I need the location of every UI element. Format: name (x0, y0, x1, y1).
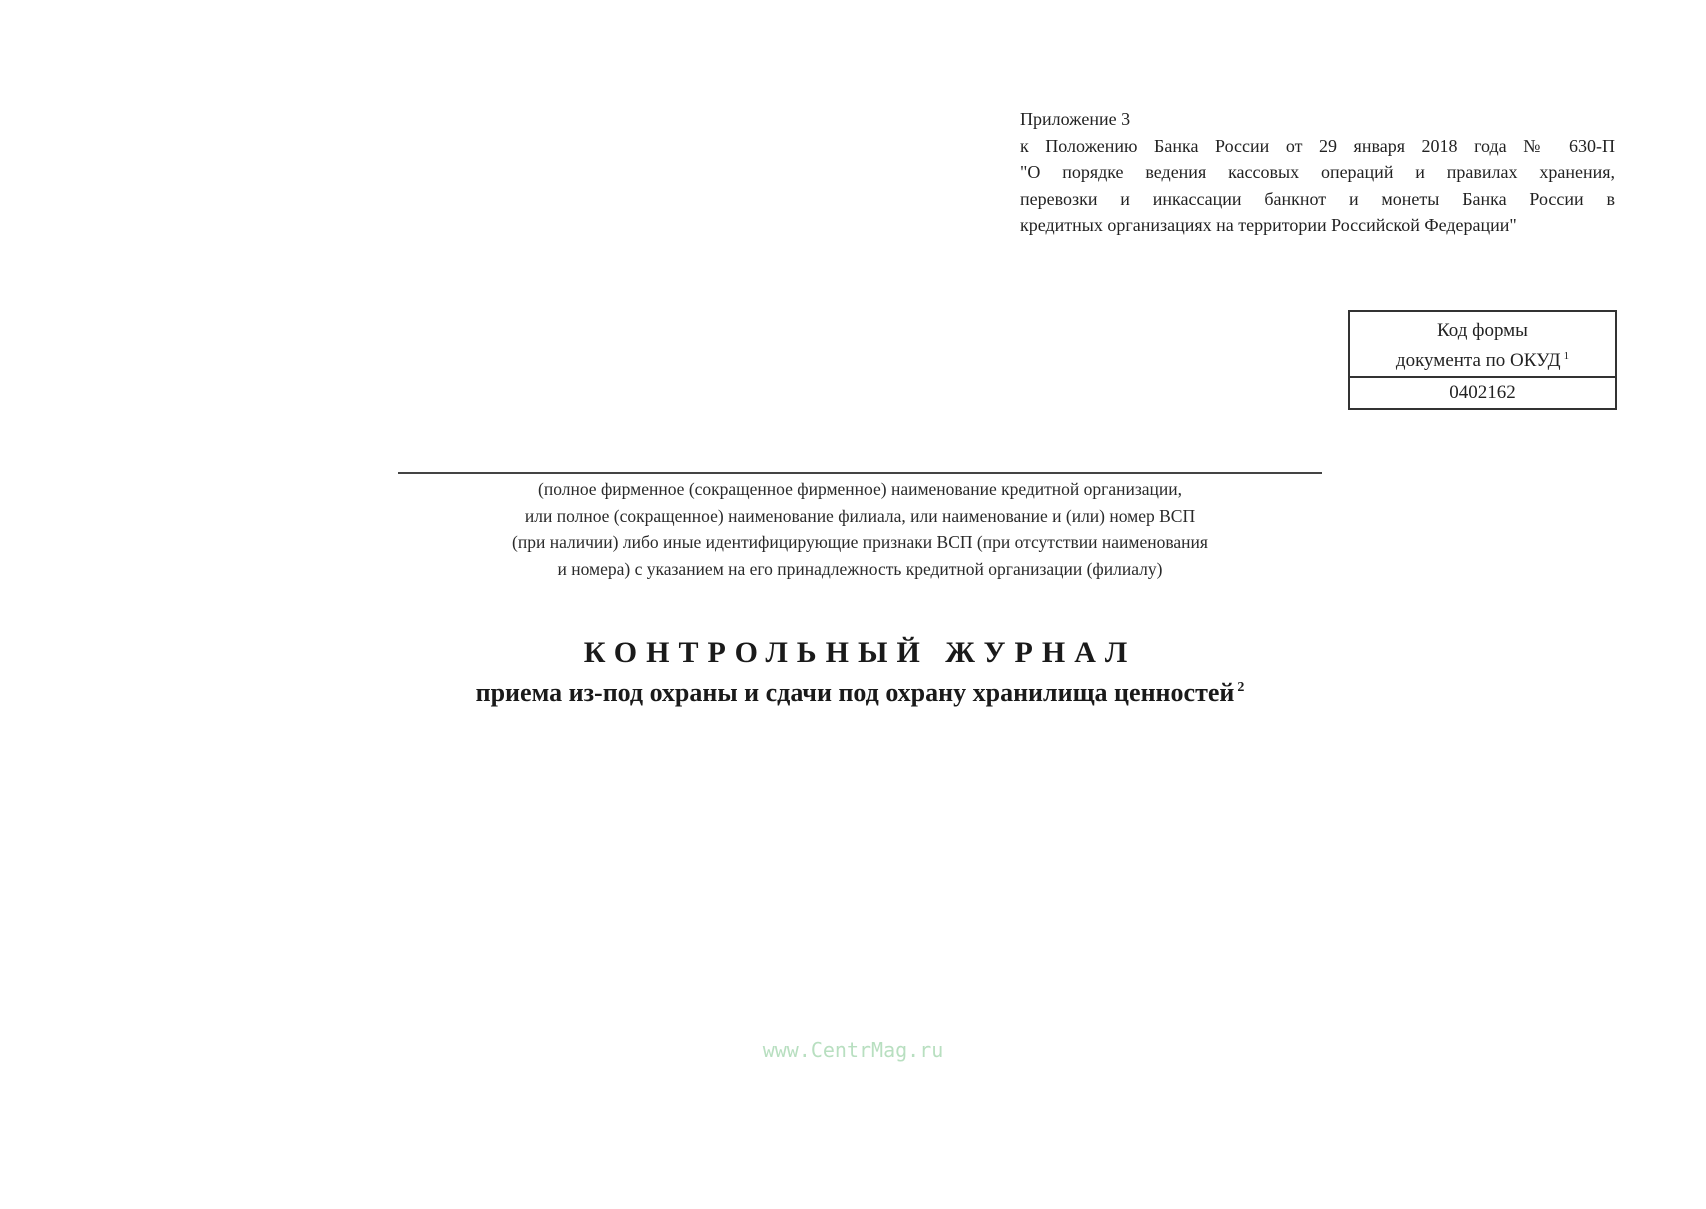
site-watermark: www.CentrMag.ru (762, 1038, 944, 1062)
appendix-line: перевозки и инкассации банкнот и монеты Банка России в (1020, 188, 1615, 209)
appendix-line: к Положению Банка России от 29 января 2018 года № 630-П (1020, 135, 1615, 156)
okud-header-text: документа по ОКУД (1395, 350, 1561, 371)
journal-subtitle (398, 678, 1322, 708)
appendix-line: Приложение 3 (1020, 109, 1131, 129)
footnote-mark: 1 (1563, 349, 1570, 362)
caption-line: и номера) с указанием на его принадлежность кредитной организации (филиалу) (557, 558, 1163, 579)
appendix-line: "О порядке ведения кассовых операций и правилах хранения, (1020, 162, 1615, 182)
organization-name-caption (398, 476, 1322, 582)
journal-title: КОНТРОЛЬНЫЙ ЖУРНАЛ (583, 636, 1137, 669)
caption-line: (полное фирменное (сокращенное фирменное) наименование кредитной организации, (538, 479, 1182, 499)
journal-subtitle-text: приема из-под охраны и сдачи под охрану хранилища ценностей (475, 678, 1235, 707)
okud-form-code-box (1348, 310, 1617, 410)
appendix-line: кредитных организациях на территории Российской Федерации" (1020, 215, 1517, 235)
appendix-reference (1020, 106, 1615, 239)
okud-code-value: 0402162 (1449, 382, 1516, 403)
caption-line: (при наличии) либо иные идентифицирующие признаки ВСП (при отсутствии наименования (512, 532, 1208, 552)
okud-header-line: Код формы (1437, 320, 1528, 341)
organization-name-line (398, 472, 1322, 474)
caption-line: или полное (сокращенное) наименование филиала, или наименование и (или) номер ВСП (524, 505, 1196, 526)
okud-header (1350, 312, 1615, 378)
okud-header-line (1350, 346, 1615, 376)
footnote-mark: 2 (1237, 680, 1245, 696)
